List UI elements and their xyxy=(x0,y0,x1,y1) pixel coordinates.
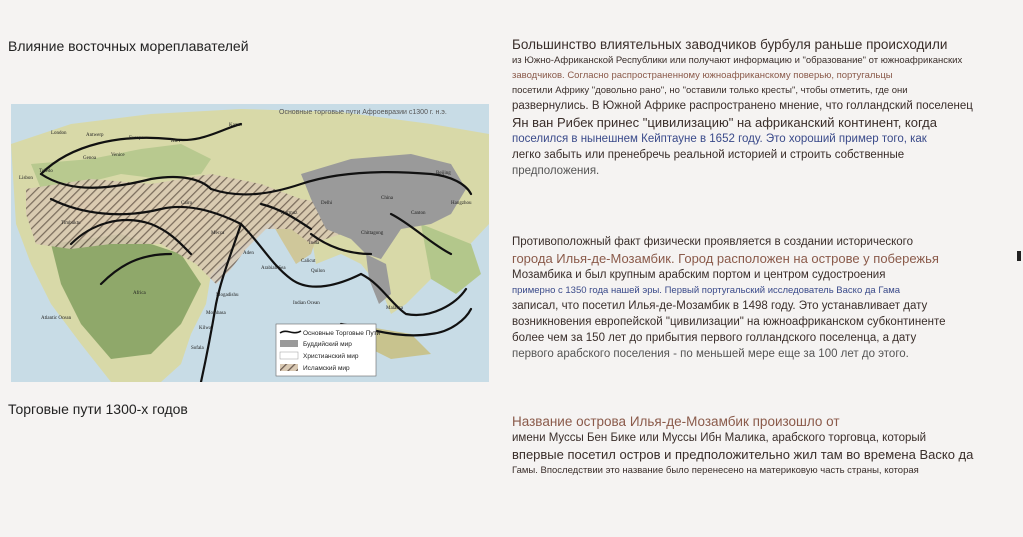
place-label: Indian Ocean xyxy=(293,301,320,306)
paragraph-line: предположения. xyxy=(512,165,600,177)
map-legend xyxy=(276,324,381,376)
trade-routes-map xyxy=(11,104,489,382)
paragraph-3 xyxy=(512,413,1000,478)
legend-trade-routes: Основные Торговые Пути xyxy=(303,330,381,337)
paragraph-line: легко забыть или пренебречь реальной историей и строить собственные xyxy=(512,149,905,161)
legend-islamic: Исламский мир xyxy=(303,365,350,372)
place-label: Antwerp xyxy=(86,133,104,138)
paragraph-line: Название острова Илья-де-Мозамбик произошло от xyxy=(512,414,840,429)
place-label: Malacca xyxy=(386,306,403,311)
paragraph-line: примерно с 1350 года нашей эры. Первый португальский исследователь Васко да Гама xyxy=(512,285,901,296)
place-label: Mecca xyxy=(211,231,225,236)
paragraph-line: города Илья-де-Мозамбик. Город расположен на острове у побережья xyxy=(512,251,939,266)
place-label: Calicut xyxy=(301,259,316,264)
place-label: Atlantic Ocean xyxy=(41,316,72,321)
paragraph-line: из Южно-Африканской Республики или получают информацию и "образование" от южноафриканских xyxy=(512,55,963,66)
place-label: Mogadishu xyxy=(216,293,239,298)
paragraph-line: первого арабского поселения - по меньшей мере еще за 100 лет до этого. xyxy=(512,348,909,360)
paragraph-line: записал, что посетил Илья-де-Мозамбик в 1498 году. Это устанавливает дату xyxy=(512,300,928,312)
place-label: Beijing xyxy=(436,171,451,176)
place-label: Kazan xyxy=(229,123,242,128)
place-label: Canton xyxy=(411,211,426,216)
paragraph-1 xyxy=(512,36,1000,179)
legend-christian: Христианский мир xyxy=(303,353,359,360)
paragraph-line: имени Муссы Бен Бике или Муссы Ибн Малика, арабского торговца, который xyxy=(512,432,927,444)
place-label: Toledo xyxy=(39,169,53,174)
place-label: China xyxy=(381,196,393,201)
place-label: London xyxy=(51,131,67,136)
paragraph-line: поселился в нынешнем Кейптауне в 1652 году. Это хороший пример того, как xyxy=(512,133,927,145)
paragraph-line: Гамы. Впоследствии это название было перенесено на материковую часть страны, которая xyxy=(512,465,919,476)
place-label: Chittagong xyxy=(361,231,384,236)
paragraph-line: Противоположный факт физически проявляется в создании исторического xyxy=(512,236,914,248)
place-label: Venice xyxy=(111,153,125,158)
paragraph-line: заводчиков. Согласно распространенному южноафриканскому поверью, португальцы xyxy=(512,70,893,81)
place-label: Genoa xyxy=(83,156,97,161)
text-cursor-mark xyxy=(1017,251,1021,261)
place-label: Aden xyxy=(243,251,254,256)
place-label: Lisbon xyxy=(19,176,33,181)
map-caption: Торговые пути 1300-х годов xyxy=(8,401,188,417)
paragraph-line: посетили Африку "довольно рано", но "оставили только кресты", чтобы отметить, где они xyxy=(512,85,908,96)
paragraph-line: возникновения европейской "цивилизации" на южноафриканском субконтиненте xyxy=(512,316,946,328)
paragraph-line: Большинство влиятельных заводчиков бурбуля раньше происходили xyxy=(512,37,948,52)
map-title: Основные торговые пути Афроевразии с1300 г. н.э. xyxy=(279,109,447,116)
place-label: Kiev xyxy=(171,139,181,144)
place-label: Delhi xyxy=(321,201,333,206)
paragraph-2 xyxy=(512,234,1000,362)
place-label: Africa xyxy=(133,291,146,296)
place-label: Sofala xyxy=(191,346,204,351)
place-label: Mombasa xyxy=(206,311,226,316)
place-label: Timbuktu xyxy=(61,221,81,226)
place-label: Quilon xyxy=(311,269,325,274)
paragraph-line: Ян ван Рибек принес "цивилизацию" на африканский континент, когда xyxy=(512,115,937,130)
paragraph-line: развернулись. В Южной Африке распространено мнение, что голландский поселенец xyxy=(512,100,973,112)
place-label: Arabian Sea xyxy=(261,266,286,271)
place-label: Hangzhou xyxy=(451,201,472,206)
place-label: India xyxy=(309,241,320,246)
paragraph-line: Мозамбика и был крупным арабским портом и центром судостроения xyxy=(512,269,886,281)
slide-title: Влияние восточных мореплавателей xyxy=(8,38,249,54)
place-label: Kilwa xyxy=(199,326,212,331)
place-label: Europe xyxy=(129,136,144,141)
legend-buddhist: Буддийский мир xyxy=(303,341,352,348)
place-label: Hormuz xyxy=(281,211,298,216)
paragraph-line: впервые посетил остров и предположительно жил там во времена Васко да xyxy=(512,447,974,462)
paragraph-line: более чем за 150 лет до прибытия первого голландского поселенца, а дату xyxy=(512,332,917,344)
place-label: Cairo xyxy=(181,201,193,206)
